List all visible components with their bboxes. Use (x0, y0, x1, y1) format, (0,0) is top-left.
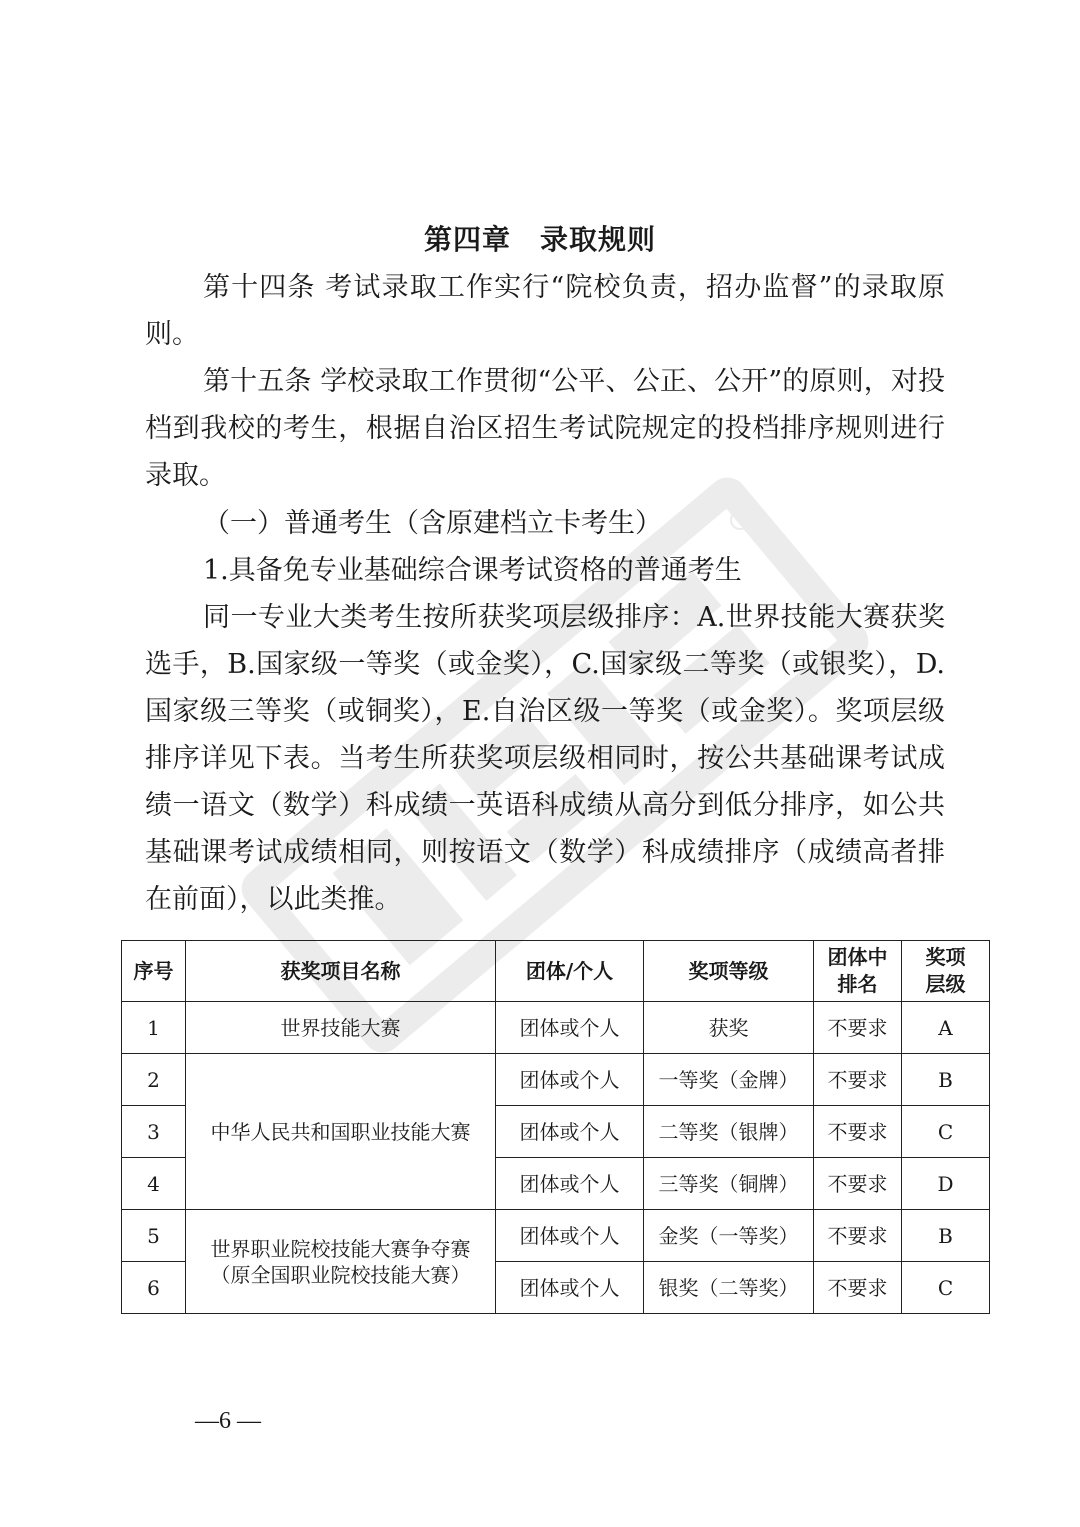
cell-name: 中华人民共和国职业技能大赛 (186, 1054, 496, 1210)
cell-grade: 金奖（一等奖） (644, 1210, 814, 1262)
cell-no: 2 (122, 1054, 186, 1106)
cell-rank: 不要求 (814, 1262, 902, 1314)
cell-name-line2: （原全国职业院校技能大赛） (210, 1262, 471, 1287)
cell-level: B (902, 1210, 990, 1262)
header-level (902, 941, 990, 1002)
cell-grade: 银奖（二等奖） (644, 1262, 814, 1314)
cell-rank: 不要求 (814, 1106, 902, 1158)
table-row (122, 1054, 990, 1106)
cell-type: 团体或个人 (496, 1054, 644, 1106)
section-heading-ordinary: （一）普通考生（含原建档立卡考生） (203, 508, 662, 539)
cell-no: 1 (122, 1002, 186, 1054)
cell-name (186, 1210, 496, 1314)
cell-level: C (902, 1262, 990, 1314)
cell-no: 6 (122, 1262, 186, 1314)
cell-no: 5 (122, 1210, 186, 1262)
cell-rank: 不要求 (814, 1158, 902, 1210)
table-header-row (122, 941, 990, 1002)
cell-rank: 不要求 (814, 1002, 902, 1054)
cell-level: B (902, 1054, 990, 1106)
cell-name-line1: 世界职业院校技能大赛争夺赛 (210, 1236, 471, 1261)
cell-level: D (902, 1158, 990, 1210)
cell-type: 团体或个人 (496, 1262, 644, 1314)
article-15: 第十五条 学校录取工作贯彻“公平、公正、公开”的原则，对投档到我校的考生，根据自治区招生考试院规定的投档排序规则进行录取。 (145, 366, 945, 491)
cell-grade: 获奖 (644, 1002, 814, 1054)
article-14: 第十四条 考试录取工作实行“院校负责，招办监督”的录取原则。 (145, 272, 945, 350)
header-level-line2: 层级 (925, 972, 966, 996)
cell-grade: 二等奖（银牌） (644, 1106, 814, 1158)
cell-type: 团体或个人 (496, 1106, 644, 1158)
cell-name: 世界技能大赛 (186, 1002, 496, 1054)
ranking-rule-paragraph: 同一专业大类考生按所获奖项层级排序：A.世界技能大赛获奖选手，B.国家级一等奖（或金奖），C.国家级二等奖（或银奖），D.国家级三等奖（或铜奖），E.自治区级一等奖（或金奖）。奖项层级排序详见下表。当考生所获奖项层级相同时，按公共基础课考试成绩一语文（数学）科成绩一英语科成绩从高分到低分排序，如公共基础课考试成绩相同，则按语文（数学）科成绩排序（成绩高者排在前面），以此类推。 (145, 602, 945, 915)
cell-grade: 一等奖（金牌） (644, 1054, 814, 1106)
page-number: —6 — (195, 1408, 261, 1434)
header-level-line1: 奖项 (925, 945, 966, 969)
header-rank-line1: 团体中 (827, 945, 888, 969)
header-name: 获奖项目名称 (186, 941, 496, 1002)
cell-rank: 不要求 (814, 1210, 902, 1262)
cell-no: 3 (122, 1106, 186, 1158)
header-no: 序号 (122, 941, 186, 1002)
cell-grade: 三等奖（铜牌） (644, 1158, 814, 1210)
cell-type: 团体或个人 (496, 1002, 644, 1054)
table-row (122, 1002, 990, 1054)
header-type: 团体/个人 (496, 941, 644, 1002)
cell-level: A (902, 1002, 990, 1054)
cell-level: C (902, 1106, 990, 1158)
cell-type: 团体或个人 (496, 1210, 644, 1262)
header-grade: 奖项等级 (644, 941, 814, 1002)
cell-type: 团体或个人 (496, 1158, 644, 1210)
cell-rank: 不要求 (814, 1054, 902, 1106)
header-rank (814, 941, 902, 1002)
header-rank-line2: 排名 (837, 972, 878, 996)
cell-no: 4 (122, 1158, 186, 1210)
subsection-heading-exempt: 1.具备免专业基础综合课考试资格的普通考生 (203, 555, 742, 586)
award-level-table (121, 940, 990, 1314)
table-row (122, 1210, 990, 1262)
chapter-title: 第四章 录取规则 (423, 223, 656, 256)
